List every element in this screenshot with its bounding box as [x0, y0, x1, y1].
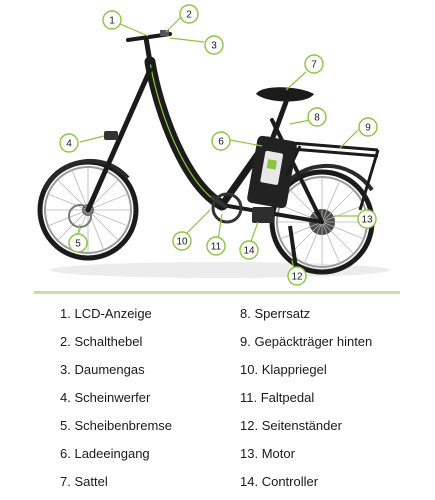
callout-2	[180, 5, 198, 23]
callout-12	[288, 267, 306, 285]
saddle	[256, 87, 314, 101]
callout-14	[240, 241, 258, 259]
callout-number: 10	[176, 236, 188, 248]
legend-item-3: 3. Daumengas	[60, 362, 145, 377]
callout-number: 5	[75, 238, 81, 250]
legend	[0, 300, 435, 500]
callout-6	[212, 132, 230, 150]
callout-number: 13	[361, 214, 373, 226]
callout-number: 14	[243, 245, 255, 257]
callout-number: 2	[186, 9, 192, 21]
controller-box	[252, 207, 274, 223]
legend-item-12: 12. Seitenständer	[240, 418, 342, 433]
callout-number: 12	[291, 271, 303, 283]
legend-item-6: 6. Ladeeingang	[60, 446, 150, 461]
callout-number: 3	[211, 40, 217, 52]
legend-item-14: 14. Controller	[240, 474, 319, 489]
legend-item-13: 13. Motor	[240, 446, 295, 461]
callout-1	[103, 11, 121, 29]
callout-7	[305, 55, 323, 73]
legend-item-2: 2. Schalthebel	[60, 334, 143, 349]
legend-item-11: 11. Faltpedal	[240, 390, 315, 405]
battery-logo	[267, 159, 277, 169]
callout-8	[308, 108, 326, 126]
callout-11	[207, 237, 225, 255]
legend-item-5: 5. Scheibenbremse	[60, 418, 173, 433]
callout-3	[205, 36, 223, 54]
legend-item-9: 9. Gepäckträger hinten	[240, 334, 373, 349]
legend-item-10: 10. Klappriegel	[240, 362, 327, 377]
legend-item-8: 8. Sperrsatz	[240, 306, 311, 321]
callout-number: 9	[365, 122, 371, 134]
callout-number: 1	[109, 15, 115, 27]
legend-item-4: 4. Scheinwerfer	[60, 390, 151, 405]
callout-number: 6	[218, 136, 224, 148]
callout-5	[69, 234, 87, 252]
headlight-icon	[104, 131, 118, 140]
callout-number: 7	[311, 59, 317, 71]
callout-number: 11	[210, 241, 222, 253]
callout-10	[173, 232, 191, 250]
front-fender	[45, 161, 128, 190]
divider	[34, 291, 400, 294]
legend-item-1: 1. LCD-Anzeige	[60, 306, 152, 321]
callout-number: 4	[66, 138, 72, 150]
handlebar	[128, 34, 170, 62]
legend-item-7: 7. Sattel	[60, 474, 108, 489]
callout-4	[60, 134, 78, 152]
callout-13	[358, 210, 376, 228]
callout-9	[359, 118, 377, 136]
callout-number: 8	[314, 112, 320, 124]
